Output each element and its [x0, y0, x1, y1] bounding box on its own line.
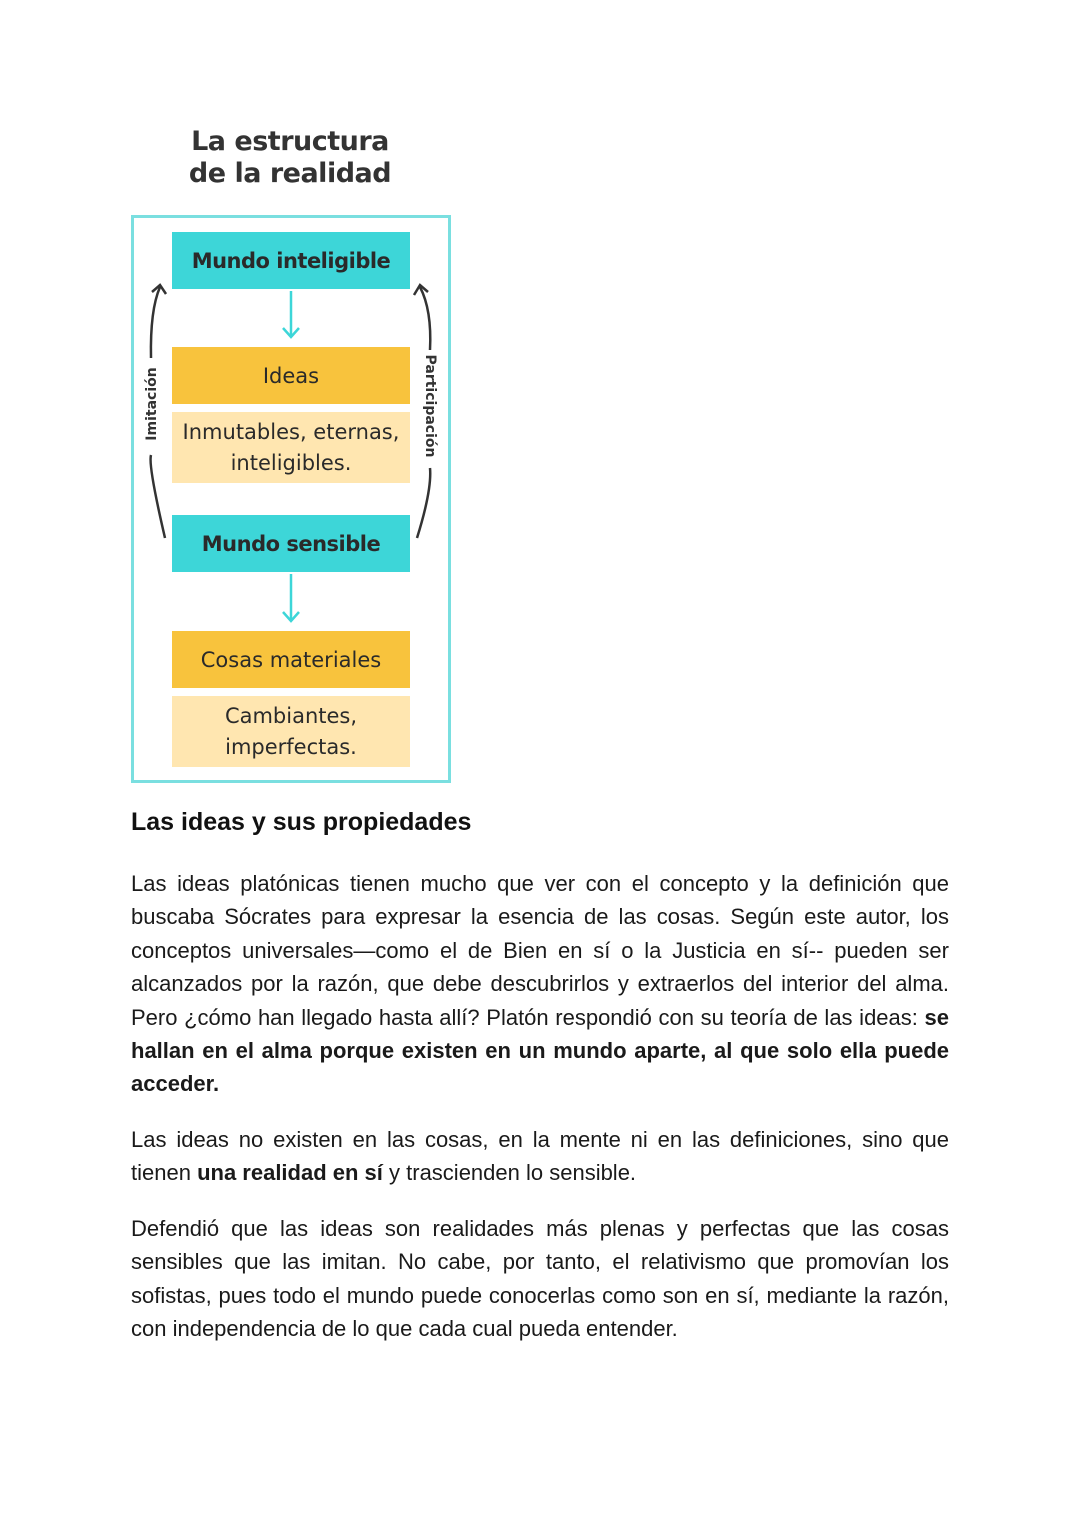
cosas-properties-box	[172, 696, 410, 767]
diagram-title-line1: La estructura	[191, 126, 389, 157]
participacion-label: Participación	[422, 354, 438, 458]
down-arrow-icon	[283, 291, 299, 337]
paragraph-1-bold: se hallan en el alma porque existen en un mundo aparte, al que solo ella puede acceder.	[131, 1004, 949, 1097]
imitacion-label: Imitación	[144, 367, 160, 441]
paragraph-1-text: Las ideas platónicas tienen mucho que ver con el concepto y la definición que buscaba Sócrates para expresar la esencia de las cosas. Según este autor, los conceptos universales—como el de Bien en sí o la Justicia en sí-- pueden ser alcanzados por la razón, que debe descubrirlos y extraerlos del interior del alma. Pero ¿cómo han llegado hasta allí? Platón respondió con su teoría de las ideas:	[131, 871, 949, 1030]
ideas-box: Ideas	[172, 347, 410, 404]
paragraph-2	[131, 1123, 949, 1190]
paragraph-2-bold: una realidad en sí	[197, 1160, 383, 1186]
paragraph-2-text-a: Las ideas no existen en las cosas, en la mente ni en las definiciones, sino que tienen	[131, 1127, 949, 1186]
mundo-inteligible-box: Mundo inteligible	[172, 232, 410, 289]
diagram-title-line2: de la realidad	[188, 158, 392, 189]
paragraph-2-text-b: y trascienden lo sensible.	[382, 1160, 637, 1186]
down-arrow-icon	[283, 574, 299, 621]
cosas-properties-line2: imperfectas.	[225, 734, 357, 759]
cosas-properties-line1: Cambiantes,	[224, 703, 358, 728]
paragraph-1	[131, 867, 949, 1101]
cosas-materiales-box: Cosas materiales	[172, 631, 410, 688]
ideas-properties-line1: Inmutables, eternas,	[182, 419, 400, 444]
mundo-sensible-box: Mundo sensible	[172, 515, 410, 572]
ideas-properties-line2: inteligibles.	[230, 450, 352, 475]
section-heading: Las ideas y sus propiedades	[131, 808, 472, 836]
paragraph-3: Defendió que las ideas son realidades más plenas y perfectas que las cosas sensibles que las imitan. No cabe, por tanto, el relativismo que promovían los sofistas, pues todo el mundo puede conocerlas como son en sí, mediante la razón, con independencia de lo que cada cual pueda entender.	[131, 1216, 949, 1342]
ideas-properties-box	[172, 412, 410, 483]
